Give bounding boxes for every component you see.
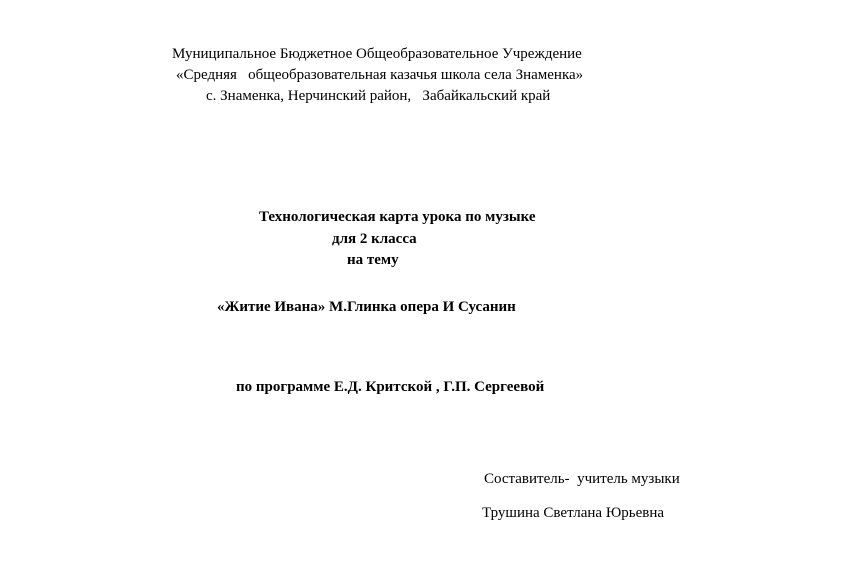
grade-label: для 2 класса: [332, 231, 417, 247]
school-name-line2: «Средняя общеобразовательная казачья школа села Знаменка»: [176, 67, 584, 83]
author-name: Трушина Светлана Юрьевна: [482, 505, 665, 521]
author-role: Составитель- учитель музыки: [484, 471, 680, 487]
document-title: Технологическая карта урока по музыке: [259, 209, 536, 225]
school-name-line1: Муниципальное Бюджетное Общеобразовательное Учреждение: [172, 46, 582, 62]
topic-label: на тему: [347, 252, 399, 268]
lesson-topic: «Житие Ивана» М.Глинка опера И Сусанин: [217, 299, 516, 315]
school-address: с. Знаменка, Нерчинский район, Забайкальский край: [206, 88, 551, 104]
program-line: по программе Е.Д. Критской , Г.П. Сергеевой: [236, 379, 545, 395]
